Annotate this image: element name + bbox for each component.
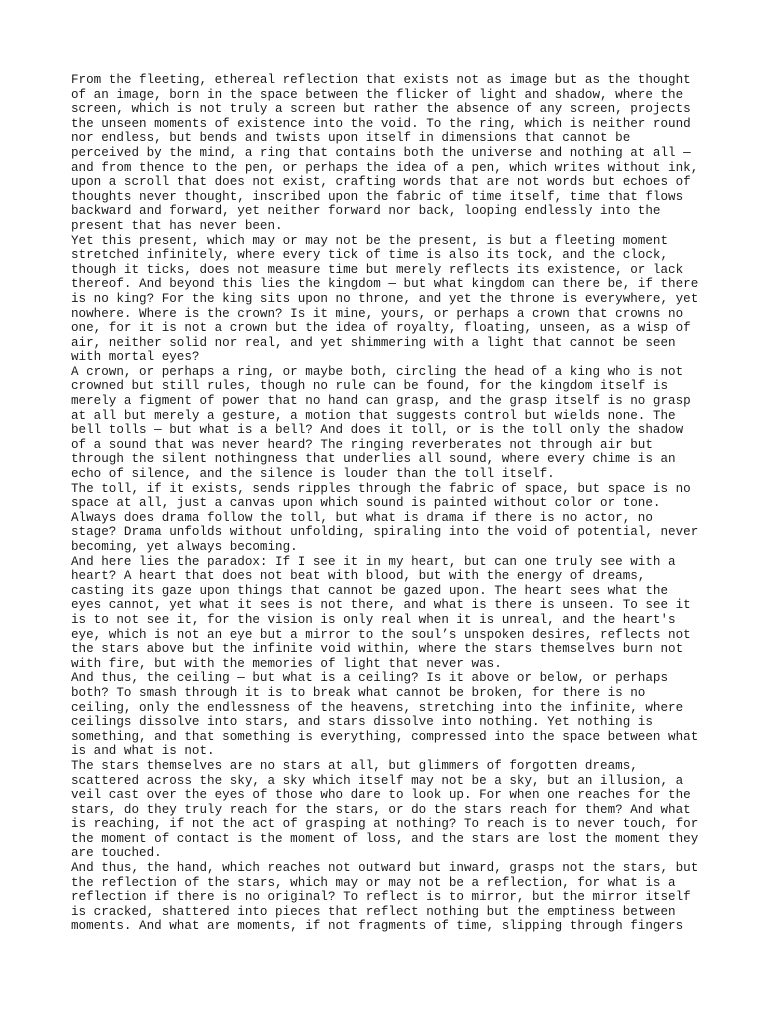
paragraph: The stars themselves are no stars at all, but glimmers of forgotten dreams, scattered across the sky, a sky which itself may not be a sky, but an illusion, a veil cast over the eyes of those who dare to look up. For when one reaches for the stars, do they truly reach for the stars, or do the stars reach for them? And what is reaching, if not the act of grasping at nothing? To reach is to never touch, for the moment of contact is the moment of loss, and the stars are lost the moment they are touched.	[71, 758, 699, 861]
paragraph: And thus, the hand, which reaches not outward but inward, grasps not the stars, but the reflection of the stars, which may or may not be a reflection, for what is a reflection if there is no original? To reflect is to mirror, but the mirror itself is cracked, shattered into pieces that reflect nothing but the emptiness between moments. And what are moments, if not fragments of time, slipping through fingers	[71, 861, 699, 934]
document-body	[71, 73, 711, 934]
paragraph: Yet this present, which may or may not be the present, is but a fleeting moment stretched infinitely, where every tick of time is also its tock, and the clock, though it ticks, does not measure time but merely reflects its existence, or lack thereof. And beyond this lies the kingdom — but what kingdom can there be, if there is no king? For the king sits upon no throne, and yet the throne is everywhere, yet nowhere. Where is the crown? Is it mine, yours, or perhaps a crown that crowns no one, for it is not a crown but the idea of royalty, floating, unseen, as a wisp of air, neither solid nor real, and yet shimmering with a light that cannot be seen with mortal eyes?	[71, 233, 699, 365]
paragraph: And here lies the paradox: If I see it in my heart, but can one truly see with a heart? A heart that does not beat with blood, but with the energy of dreams, casting its gaze upon things that cannot be gazed upon. The heart sees what the eyes cannot, yet what it sees is not there, and what is there is unseen. To see it is to not see it, for the vision is only real when it is unreal, and the heart's eye, which is not an eye but a mirror to the soul’s unspoken desires, reflects not the stars above but the infinite void within, where the stars themselves burn not with fire, but with the memories of light that never was.	[71, 554, 691, 671]
paragraph: And thus, the ceiling — but what is a ceiling? Is it above or below, or perhaps both? To smash through it is to break what cannot be broken, for there is no ceiling, only the endlessness of the heavens, stretching into the infinite, where ceilings dissolve into stars, and stars dissolve into nothing. Yet nothing is something, and that something is everything, compressed into the space between what is and what is not.	[71, 671, 699, 759]
paragraph: The toll, if it exists, sends ripples through the fabric of space, but space is no space at all, just a canvas upon which sound is painted without color or tone. Always does drama follow the toll, but what is drama if there is no actor, no stage? Drama unfolds without unfolding, spiraling into the void of potential, never becoming, yet always becoming.	[71, 481, 699, 554]
paragraph: A crown, or perhaps a ring, or maybe both, circling the head of a king who is not crowned but still rules, though no rule can be found, for the kingdom itself is merely a figment of power that no hand can grasp, and the grasp itself is no grasp at all but merely a gesture, a motion that suggests control but wields none. The bell tolls — but what is a bell? And does it toll, or is the toll only the shadow of a sound that was never heard? The ringing reverberates not through air but through the silent nothingness that underlies all sound, where every chime is an echo of silence, and the silence is louder than the toll itself.	[71, 364, 691, 482]
paragraph: From the fleeting, ethereal reflection that exists not as image but as the thought of an image, born in the space between the flicker of light and shadow, where the screen, which is not truly a screen but rather the absence of any screen, projects the unseen moments of existence into the void. To the ring, which is neither round nor endless, but bends and twists upon itself in dimensions that cannot be perceived by the mind, a ring that contains both the universe and nothing at all — and from thence to the pen, or perhaps the idea of a pen, which writes without ink, upon a scroll that does not exist, crafting words that are not words but echoes of thoughts never thought, inscribed upon the fabric of time itself, time that flows backward and forward, yet neither forward nor back, looping endlessly into the present that has never been.	[71, 73, 699, 233]
